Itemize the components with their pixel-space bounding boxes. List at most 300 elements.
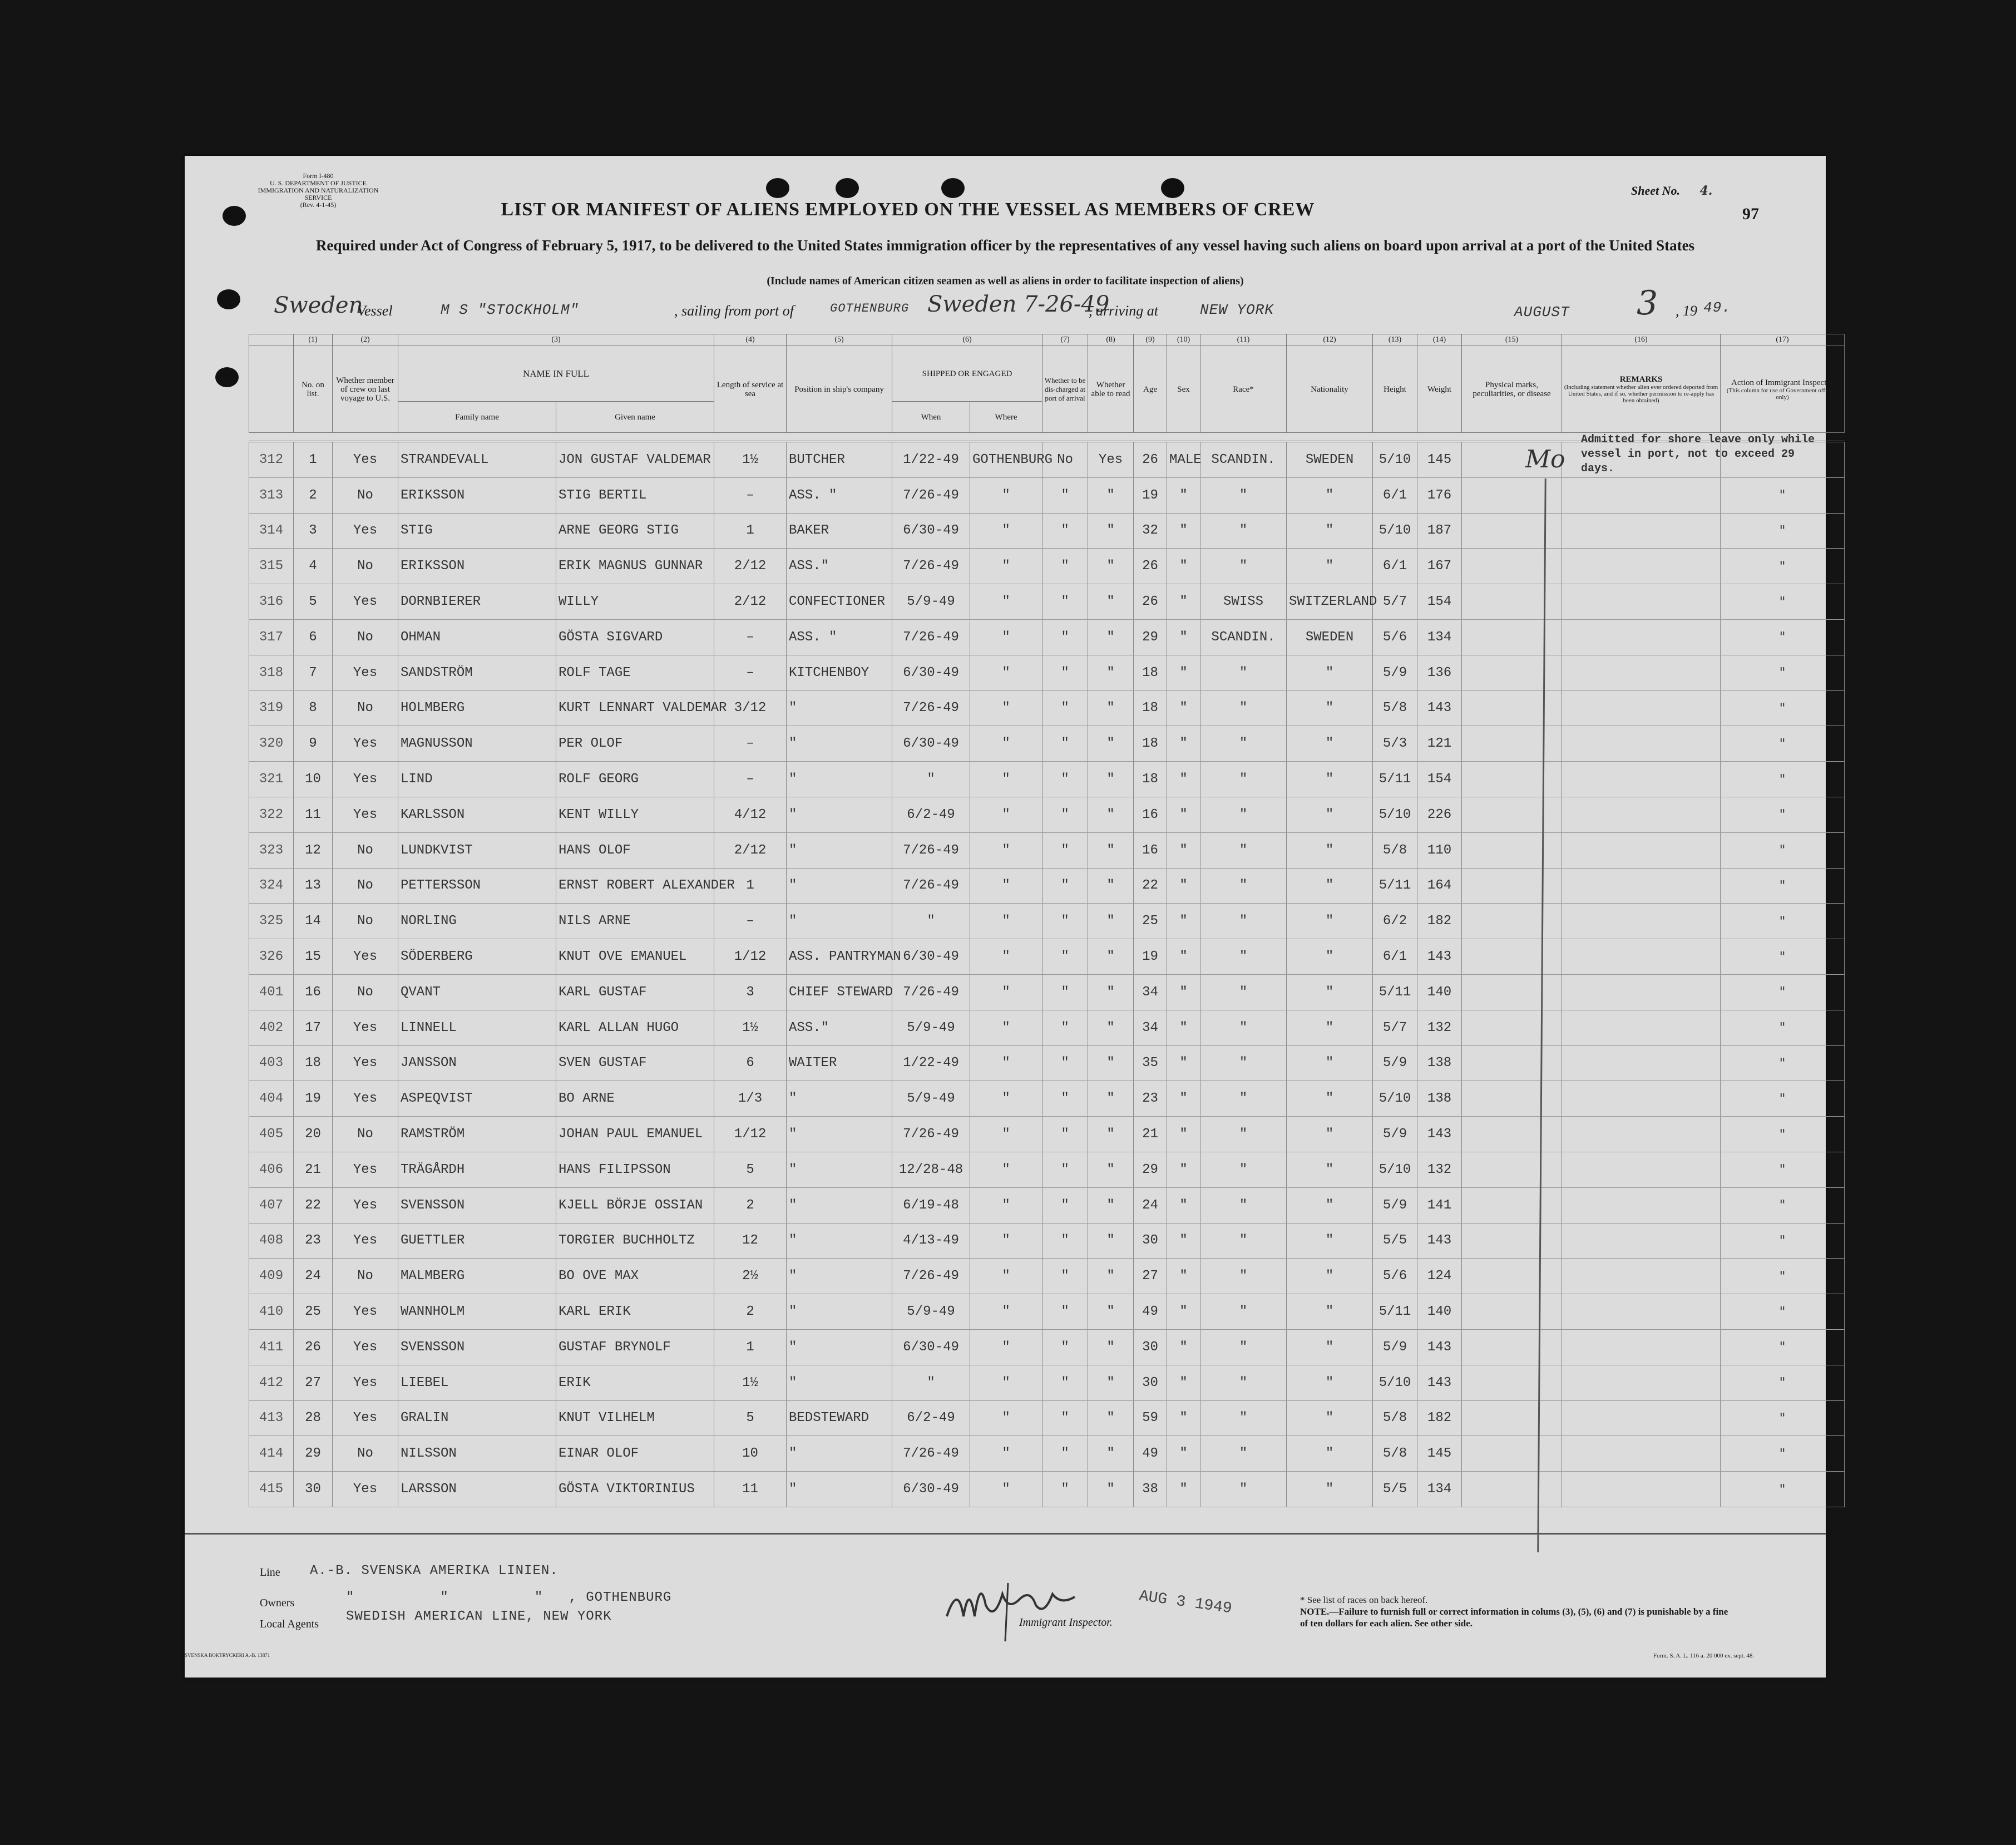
header-height: Height (1373, 346, 1417, 433)
family-name-cell: MALMBERG (398, 1259, 556, 1294)
read-flag-cell: " (1088, 1045, 1134, 1081)
given-name-cell: SVEN GUSTAF (556, 1045, 714, 1081)
family-name-cell: ERIKSSON (398, 477, 556, 513)
service-length-cell: 1/12 (714, 1117, 787, 1152)
remarks-cell (1562, 1294, 1721, 1330)
arrival-day: 3 (1637, 284, 1658, 323)
physical-marks-cell (1462, 690, 1562, 726)
inspector-action-cell: " (1721, 762, 1845, 797)
service-length-cell: 3 (714, 974, 787, 1010)
header-position: Position in ship's company (787, 346, 892, 433)
given-name-cell: KURT LENNART VALDEMAR (556, 690, 714, 726)
discharge-flag-cell: " (1042, 619, 1088, 655)
read-flag-cell: " (1088, 939, 1134, 975)
nationality-cell: " (1287, 1187, 1373, 1223)
table-row (249, 1436, 1845, 1472)
physical-marks-cell (1462, 1329, 1562, 1365)
nationality-cell: " (1287, 1010, 1373, 1045)
col-num: (7) (1042, 334, 1088, 346)
family-name-cell: LUNDKVIST (398, 832, 556, 868)
family-name-cell: LIEBEL (398, 1365, 556, 1400)
shipped-when-cell: 7/26-49 (892, 1259, 970, 1294)
nationality-cell: SWEDEN (1287, 442, 1373, 478)
shipped-when-cell: 5/9-49 (892, 584, 970, 620)
port-handwritten: Sweden 7-26-49 (927, 292, 1110, 317)
discharge-flag-cell: " (1042, 549, 1088, 584)
nationality-cell: SWEDEN (1287, 619, 1373, 655)
shipped-when-cell: 6/2-49 (892, 797, 970, 832)
physical-marks-cell (1462, 1152, 1562, 1187)
nationality-cell: " (1287, 974, 1373, 1010)
table-row (249, 1294, 1845, 1330)
inspector-action-cell: " (1721, 1187, 1845, 1223)
position-cell: CHIEF STEWARD (787, 974, 892, 1010)
family-name-cell: SANDSTRÖM (398, 655, 556, 690)
col-num: (1) (294, 334, 333, 346)
race-cell: SCANDIN. (1200, 442, 1287, 478)
nationality-cell: " (1287, 1329, 1373, 1365)
member-flag-cell: Yes (333, 584, 398, 620)
height-cell: 5/10 (1373, 1081, 1417, 1117)
age-cell: 30 (1134, 1365, 1167, 1400)
sex-cell: " (1167, 726, 1200, 762)
discharge-flag-cell: " (1042, 690, 1088, 726)
sex-cell: " (1167, 904, 1200, 939)
age-cell: 26 (1134, 442, 1167, 478)
shipped-where-cell: " (970, 1365, 1042, 1400)
given-name-cell: ERIK (556, 1365, 714, 1400)
service-length-cell: 12 (714, 1223, 787, 1259)
fine-note: NOTE.—Failure to furnish full or correct information in colums (3), (5), (6) and (7) is punishable by a fine of ten dollars for each alien. See other side. (1300, 1606, 1728, 1629)
read-flag-cell: " (1088, 690, 1134, 726)
age-cell: 23 (1134, 1081, 1167, 1117)
remarks-cell (1562, 868, 1721, 904)
inspector-action-cell: " (1721, 1436, 1845, 1472)
discharge-flag-cell: " (1042, 1472, 1088, 1507)
shipped-where-cell: " (970, 832, 1042, 868)
inspector-action-cell: " (1721, 1081, 1845, 1117)
sex-cell: " (1167, 1329, 1200, 1365)
col-num: (8) (1088, 334, 1134, 346)
member-flag-cell: No (333, 690, 398, 726)
service-length-cell: 6 (714, 1045, 787, 1081)
given-name-cell: KARL GUSTAF (556, 974, 714, 1010)
form-id-block (246, 172, 391, 209)
header-length: Length of service at sea (714, 346, 787, 433)
family-name-cell: QVANT (398, 974, 556, 1010)
stamp-number-cell: 406 (249, 1152, 294, 1187)
given-name-cell: GÖSTA VIKTORINIUS (556, 1472, 714, 1507)
shipped-when-cell: 6/30-49 (892, 513, 970, 549)
shipped-when-cell: 6/30-49 (892, 726, 970, 762)
family-name-cell: ASPEQVIST (398, 1081, 556, 1117)
inspector-action-cell: " (1721, 974, 1845, 1010)
remarks-cell (1562, 1329, 1721, 1365)
shipped-when-cell: 6/30-49 (892, 655, 970, 690)
inspector-action-cell: " (1721, 832, 1845, 868)
sex-cell: " (1167, 1223, 1200, 1259)
shipped-where-cell: " (970, 939, 1042, 975)
service-length-cell: 3/12 (714, 690, 787, 726)
inspector-action-cell: " (1721, 1152, 1845, 1187)
punch-hole (217, 289, 240, 309)
table-row (249, 868, 1845, 904)
height-cell: 5/11 (1373, 1294, 1417, 1330)
shipped-where-cell: " (970, 477, 1042, 513)
list-number-cell: 13 (294, 868, 333, 904)
height-cell: 5/10 (1373, 513, 1417, 549)
service-length-cell: 11 (714, 1472, 787, 1507)
family-name-cell: GUETTLER (398, 1223, 556, 1259)
read-flag-cell: " (1088, 762, 1134, 797)
remarks-title: REMARKS (1619, 374, 1663, 384)
weight-cell: 138 (1417, 1045, 1462, 1081)
family-name-cell: LINNELL (398, 1010, 556, 1045)
physical-marks-cell (1462, 797, 1562, 832)
shipped-when-cell: 12/28-48 (892, 1152, 970, 1187)
service-length-cell: 2/12 (714, 549, 787, 584)
remarks-cell (1562, 1259, 1721, 1294)
nationality-cell: " (1287, 549, 1373, 584)
shipped-where-cell: " (970, 1187, 1042, 1223)
sex-cell: " (1167, 477, 1200, 513)
shipped-where-cell: GOTHENBURG (970, 442, 1042, 478)
physical-marks-cell (1462, 513, 1562, 549)
punch-hole (941, 178, 965, 198)
list-number-cell: 20 (294, 1117, 333, 1152)
manifest-sheet (185, 156, 1839, 1678)
age-cell: 18 (1134, 726, 1167, 762)
weight-cell: 140 (1417, 974, 1462, 1010)
height-cell: 5/9 (1373, 1117, 1417, 1152)
shipped-where-cell: " (970, 549, 1042, 584)
shipped-when-cell: 6/30-49 (892, 1472, 970, 1507)
height-cell: 5/10 (1373, 442, 1417, 478)
sex-cell: " (1167, 1436, 1200, 1472)
height-cell: 5/10 (1373, 797, 1417, 832)
position-cell: " (787, 1081, 892, 1117)
family-name-cell: LARSSON (398, 1472, 556, 1507)
table-row (249, 762, 1845, 797)
discharge-flag-cell: " (1042, 584, 1088, 620)
height-cell: 5/10 (1373, 1152, 1417, 1187)
given-name-cell: ARNE GEORG STIG (556, 513, 714, 549)
service-length-cell: 2 (714, 1187, 787, 1223)
header-read: Whether able to read (1088, 346, 1134, 433)
given-name-cell: HANS OLOF (556, 832, 714, 868)
race-cell: " (1200, 1152, 1287, 1187)
nationality-cell: " (1287, 797, 1373, 832)
physical-marks-cell (1462, 1400, 1562, 1436)
service-length-cell: 1½ (714, 442, 787, 478)
age-cell: 34 (1134, 1010, 1167, 1045)
age-cell: 26 (1134, 549, 1167, 584)
weight-cell: 154 (1417, 584, 1462, 620)
remarks-cell (1562, 1365, 1721, 1400)
race-cell: " (1200, 655, 1287, 690)
member-flag-cell: Yes (333, 1010, 398, 1045)
stamp-number-cell: 404 (249, 1081, 294, 1117)
position-cell: " (787, 797, 892, 832)
crew-rows (249, 442, 1845, 1507)
discharge-flag-cell: " (1042, 1400, 1088, 1436)
table-row (249, 1400, 1845, 1436)
given-name-cell: ROLF GEORG (556, 762, 714, 797)
shipped-where-cell: " (970, 868, 1042, 904)
read-flag-cell: " (1088, 549, 1134, 584)
shipped-where-cell: " (970, 690, 1042, 726)
nationality-cell: " (1287, 1436, 1373, 1472)
sex-cell: " (1167, 939, 1200, 975)
remarks-cell (1562, 974, 1721, 1010)
stamp-number-cell: 325 (249, 904, 294, 939)
discharge-flag-cell: " (1042, 1365, 1088, 1400)
discharge-flag-cell: " (1042, 477, 1088, 513)
sex-cell: " (1167, 584, 1200, 620)
nationality-cell: " (1287, 1400, 1373, 1436)
form-code: Form. S. A. L. 116 a. 20 000 ex. sept. 48. (1653, 1652, 1755, 1659)
age-cell: 35 (1134, 1045, 1167, 1081)
age-cell: 16 (1134, 832, 1167, 868)
stamp-number-cell: 410 (249, 1294, 294, 1330)
form-revision: (Rev. 4-1-45) (300, 201, 337, 209)
physical-marks-cell (1462, 904, 1562, 939)
position-cell: KITCHENBOY (787, 655, 892, 690)
family-name-cell: SVENSSON (398, 1187, 556, 1223)
given-name-cell: ROLF TAGE (556, 655, 714, 690)
sex-cell: " (1167, 1045, 1200, 1081)
physical-marks-cell (1462, 477, 1562, 513)
discharge-flag-cell: " (1042, 1259, 1088, 1294)
stamp-number-cell: 320 (249, 726, 294, 762)
nationality-cell: " (1287, 1223, 1373, 1259)
inspector-signature (941, 1572, 1086, 1644)
arrival-month: AUGUST (1514, 304, 1570, 320)
header-member: Whether member of crew on last voyage to U.S. (333, 346, 398, 433)
member-flag-cell: No (333, 477, 398, 513)
header-shipped: SHIPPED OR ENGAGED (892, 346, 1042, 402)
remarks-cell (1562, 939, 1721, 975)
nationality-cell: " (1287, 939, 1373, 975)
position-cell: " (787, 1472, 892, 1507)
physical-marks-cell (1462, 1436, 1562, 1472)
position-cell: " (787, 1365, 892, 1400)
crew-table (249, 334, 1845, 1507)
family-name-cell: MAGNUSSON (398, 726, 556, 762)
discharge-flag-cell: " (1042, 513, 1088, 549)
position-cell: BAKER (787, 513, 892, 549)
list-number-cell: 10 (294, 762, 333, 797)
line-label: Line (260, 1566, 280, 1578)
member-flag-cell: No (333, 1259, 398, 1294)
shipped-where-cell: " (970, 1045, 1042, 1081)
nationality-cell: " (1287, 1081, 1373, 1117)
port-of-departure: GOTHENBURG (830, 302, 910, 315)
member-flag-cell: Yes (333, 1294, 398, 1330)
position-cell: " (787, 1223, 892, 1259)
shipped-where-cell: " (970, 584, 1042, 620)
height-cell: 5/9 (1373, 1187, 1417, 1223)
stamp-number-cell: 407 (249, 1187, 294, 1223)
member-flag-cell: Yes (333, 762, 398, 797)
header-weight: Weight (1417, 346, 1462, 433)
height-cell: 5/11 (1373, 868, 1417, 904)
sex-cell: " (1167, 868, 1200, 904)
weight-cell: 132 (1417, 1152, 1462, 1187)
stamp-number-cell: 322 (249, 797, 294, 832)
age-cell: 38 (1134, 1472, 1167, 1507)
nationality-cell: " (1287, 1152, 1373, 1187)
shipped-when-cell: 7/26-49 (892, 1117, 970, 1152)
sex-cell: " (1167, 1081, 1200, 1117)
age-cell: 22 (1134, 868, 1167, 904)
header-age: Age (1134, 346, 1167, 433)
age-cell: 19 (1134, 939, 1167, 975)
race-cell: " (1200, 513, 1287, 549)
remarks-cell (1562, 513, 1721, 549)
race-cell: " (1200, 1223, 1287, 1259)
position-cell: " (787, 832, 892, 868)
owners-value: " " " , GOTHENBURG (346, 1590, 672, 1605)
form-number: Form I-480 (303, 172, 334, 180)
race-cell: " (1200, 904, 1287, 939)
shipped-when-cell: " (892, 1365, 970, 1400)
member-flag-cell: Yes (333, 1152, 398, 1187)
list-number-cell: 28 (294, 1400, 333, 1436)
read-flag-cell: " (1088, 1223, 1134, 1259)
remarks-cell (1562, 726, 1721, 762)
weight-cell: 154 (1417, 762, 1462, 797)
weight-cell: 176 (1417, 477, 1462, 513)
stamp-number-cell: 413 (249, 1400, 294, 1436)
inspector-action-cell: " (1721, 1472, 1845, 1507)
position-cell: " (787, 868, 892, 904)
read-flag-cell: " (1088, 1187, 1134, 1223)
stamp-number-cell: 313 (249, 477, 294, 513)
owners-label: Owners (260, 1597, 295, 1609)
race-cell: " (1200, 832, 1287, 868)
manifest-note: (Include names of American citizen seamen as well as aliens in order to facilitate inspection of aliens) (767, 275, 1244, 287)
shipped-where-cell: " (970, 1223, 1042, 1259)
physical-marks-cell (1462, 1294, 1562, 1330)
sex-cell: " (1167, 832, 1200, 868)
remarks-subtitle: (Including statement whether alien ever ordered deported from United States, and if so, whether permission to re-apply has been obtained) (1564, 383, 1718, 404)
weight-cell: 145 (1417, 1436, 1462, 1472)
inspector-initials: Mo (1525, 445, 1565, 473)
service-length-cell: 5 (714, 1400, 787, 1436)
race-cell: " (1200, 797, 1287, 832)
weight-cell: 143 (1417, 939, 1462, 975)
position-cell: " (787, 690, 892, 726)
nationality-cell: " (1287, 762, 1373, 797)
race-cell: " (1200, 477, 1287, 513)
physical-marks-cell (1462, 655, 1562, 690)
col-num: (14) (1417, 334, 1462, 346)
service-length-cell: 4/12 (714, 797, 787, 832)
remarks-cell (1562, 549, 1721, 584)
physical-marks-cell (1462, 619, 1562, 655)
weight-cell: 110 (1417, 832, 1462, 868)
table-row (249, 1329, 1845, 1365)
discharge-flag-cell: " (1042, 1010, 1088, 1045)
sex-cell: " (1167, 1187, 1200, 1223)
inspector-action-cell: " (1721, 619, 1845, 655)
shipped-when-cell: 7/26-49 (892, 619, 970, 655)
race-cell: " (1200, 762, 1287, 797)
discharge-flag-cell: " (1042, 832, 1088, 868)
col-num: (9) (1134, 334, 1167, 346)
nationality-cell: " (1287, 513, 1373, 549)
family-name-cell: WANNHOLM (398, 1294, 556, 1330)
member-flag-cell: Yes (333, 1400, 398, 1436)
member-flag-cell: No (333, 1436, 398, 1472)
physical-marks-cell (1462, 1045, 1562, 1081)
height-cell: 5/8 (1373, 1436, 1417, 1472)
sheet-number (1631, 184, 1712, 198)
list-number-cell: 25 (294, 1294, 333, 1330)
shipped-where-cell: " (970, 1081, 1042, 1117)
age-cell: 34 (1134, 974, 1167, 1010)
race-cell: " (1200, 1187, 1287, 1223)
nationality-cell: " (1287, 726, 1373, 762)
nationality-cell: " (1287, 1117, 1373, 1152)
read-flag-cell: " (1088, 832, 1134, 868)
service-length-cell: 2½ (714, 1259, 787, 1294)
physical-marks-cell (1462, 974, 1562, 1010)
member-flag-cell: No (333, 974, 398, 1010)
list-number-cell: 18 (294, 1045, 333, 1081)
header-family-name: Family name (398, 402, 556, 433)
member-flag-cell: Yes (333, 1045, 398, 1081)
member-flag-cell: Yes (333, 1187, 398, 1223)
discharge-flag-cell: " (1042, 762, 1088, 797)
sex-cell: " (1167, 1294, 1200, 1330)
col-num: (4) (714, 334, 787, 346)
position-cell: " (787, 1259, 892, 1294)
race-cell: " (1200, 1400, 1287, 1436)
weight-cell: 140 (1417, 1294, 1462, 1330)
family-name-cell: LIND (398, 762, 556, 797)
member-flag-cell: No (333, 549, 398, 584)
position-cell: WAITER (787, 1045, 892, 1081)
given-name-cell: GUSTAF BRYNOLF (556, 1329, 714, 1365)
height-cell: 5/7 (1373, 1010, 1417, 1045)
action-subtitle: (This column for use of Government officials only) (1726, 387, 1839, 401)
height-cell: 5/8 (1373, 832, 1417, 868)
printer-mark: SVENSKA BOKTRYCKERI A.-B. 13871 (185, 1652, 270, 1658)
remarks-cell (1562, 904, 1721, 939)
stamp-number-cell: 405 (249, 1117, 294, 1152)
shipped-when-cell: 7/26-49 (892, 832, 970, 868)
table-row (249, 939, 1845, 975)
table-row (249, 1365, 1845, 1400)
punch-hole (836, 178, 859, 198)
weight-cell: 121 (1417, 726, 1462, 762)
race-cell: " (1200, 1010, 1287, 1045)
family-name-cell: SÖDERBERG (398, 939, 556, 975)
age-cell: 18 (1134, 690, 1167, 726)
given-name-cell: KARL ALLAN HUGO (556, 1010, 714, 1045)
height-cell: 5/6 (1373, 619, 1417, 655)
age-cell: 29 (1134, 1152, 1167, 1187)
read-flag-cell: " (1088, 1259, 1134, 1294)
member-flag-cell: No (333, 868, 398, 904)
age-cell: 29 (1134, 619, 1167, 655)
read-flag-cell: " (1088, 513, 1134, 549)
age-cell: 26 (1134, 584, 1167, 620)
position-cell: " (787, 762, 892, 797)
stamp-number-cell: 316 (249, 584, 294, 620)
